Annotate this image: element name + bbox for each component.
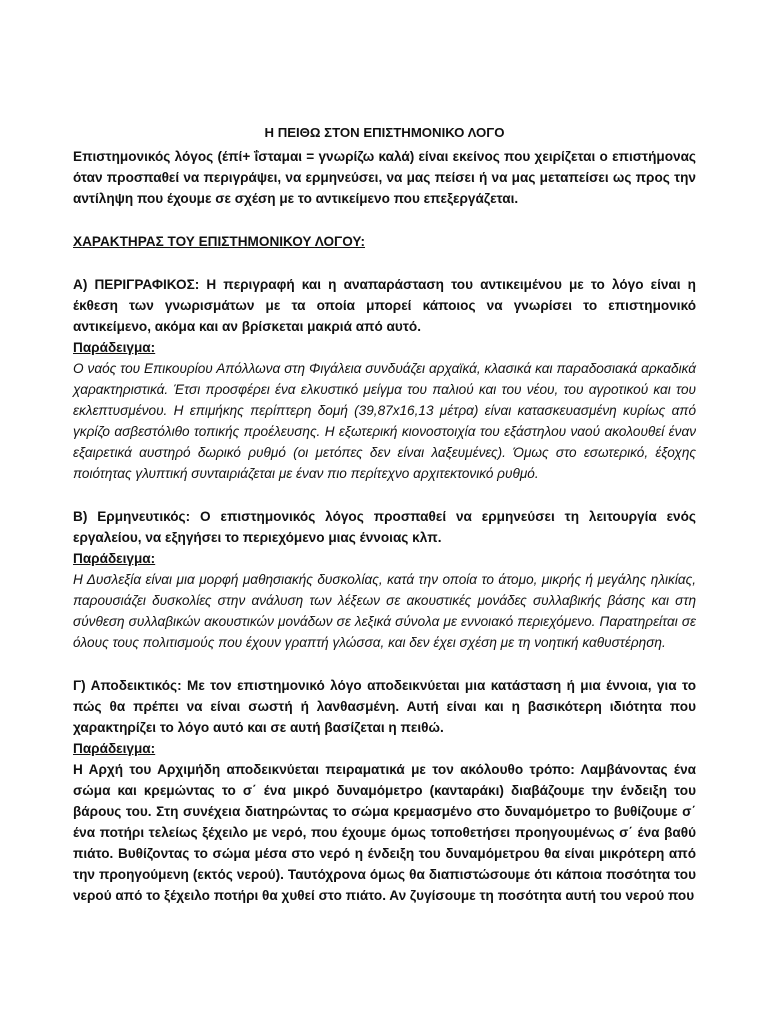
- intro-text: (έπί+ ΐσταμαι = γνωρίζω καλά) είναι εκείνος που χειρίζεται ο επιστήμονας όταν προσπαθεί να περιγράψει, να ερμηνεύσει, να μας πείσει ή να μας μεταπείσει ως προς την αντίληψη που έχουμε σε σχέση με το αντικείμενο που επεξεργάζεται.: [73, 149, 696, 206]
- section-b-paragraph: [73, 506, 696, 548]
- section-a-label: Α) ΠΕΡΙΓΡΑΦΙΚΟΣ:: [73, 277, 200, 292]
- spacer: [73, 209, 696, 231]
- section-c-example: Η Αρχή του Αρχιμήδη αποδεικνύεται πειραματικά με τον ακόλουθο τρόπο: Λαμβάνοντας ένα σώμα και κρεμώντας το σ΄ ένα μικρό δυναμόμετρο (κανταράκι) διαβάζουμε την ένδειξη του βάρους του. Στη συνέχεια διατηρώντας το σώμα κρεμασμένο στο δυναμόμετρο το βυθίζουμε σ΄ ένα ποτήρι τελείως ξέχειλο με νερό, που έχουμε όμως τοποθετήσει προηγουμένως σ΄ ένα βαθύ πιάτο. Βυθίζοντας το σώμα μέσα στο νερό η ένδειξη του δυναμόμετρου θα είναι μικρότερη από την προηγούμενη (εκτός νερού). Ταυτόχρονα όμως θα διαπιστώσουμε ότι κάποια ποσότητα του νερού από το ξέχειλο ποτήρι θα χυθεί στο πιάτο. Αν ζυγίσουμε τη ποσότητα αυτή του νερού που: [73, 762, 696, 903]
- section-a-paragraph: [73, 274, 696, 337]
- section-b-example: Η Δυσλεξία είναι μια μορφή μαθησιακής δυσκολίας, κατά την οποία το άτομο, μικρής ή μεγάλης ηλικίας, παρουσιάζει δυσκολίες στην ανάλυση των λέξεων σε ακουστικές μονάδες συλλαβικής βάσης και στη σύνθεση συλλαβικών ακουστικών μονάδων σε λεξικά σύνολα με εννοιακό περιεχόμενο. Παρατηρείται σε όλους τους πολιτισμούς που έχουν γραπτή γλώσσα, και δεν έχει σχέση με τη νοητική καθυστέρηση.: [73, 572, 696, 650]
- spacer: [73, 484, 696, 506]
- spacer: [73, 653, 696, 675]
- spacer: [73, 252, 696, 274]
- section-a-example-label: Παράδειγμα:: [73, 340, 156, 355]
- section-b-label: Β) Ερμηνευτικός:: [73, 509, 191, 524]
- section-b-example-label: Παράδειγμα:: [73, 551, 156, 566]
- section-a-text: Η περιγραφή και η αναπαράσταση του αντικειμένου με το λόγο είναι η έκθεση των γνωρισμάτων με τα οποία μπορεί κάποιος να γνωρίσει το επιστημονικό αντικείμενο, ακόμα και αν βρίσκεται μακριά από αυτό.: [73, 277, 696, 334]
- section-a-example: Ο ναός του Επικουρίου Απόλλωνα στη Φιγάλεια συνδυάζει αρχαϊκά, κλασικά και παραδοσιακά αρκαδικά χαρακτηριστικά. Έτσι προσφέρει ένα ελκυστικό μείγμα του παλιού και του νέου, του αγροτικού και του εκλεπτυσμένου. Η επιμήκης περίπτερη δομή (39,87x16,13 μέτρα) είναι κατασκευασμένη κυρίως από γκρίζο ασβεστόλιθο τοπικής προέλευσης. Η εξωτερική κιονοστοιχία του εξάστηλου ναού ακολουθεί έναν εξαιρετικά αυστηρό δωρικό ρυθμό (οι μετόπες δεν είναι λαξευμένες). Όμως στο εσωτερικό, έξοχης ποιότητας γλυπτική συνταιριάζεται με έναν πιο περίτεχνο αρχιτεκτονικό ρυθμό.: [73, 361, 696, 481]
- document-title: Η ΠΕΙΘΩ ΣΤΟΝ ΕΠΙΣΤΗΜΟΝΙΚΟ ΛΟΓΟ: [264, 125, 505, 140]
- section-heading: ΧΑΡΑΚΤΗΡΑΣ ΤΟΥ ΕΠΙΣΤΗΜΟΝΙΚΟΥ ΛΟΓΟΥ:: [73, 234, 365, 249]
- section-c-example-label: Παράδειγμα:: [73, 741, 156, 756]
- section-c-text: Με τον επιστημονικό λόγο αποδεικνύεται μια κατάσταση ή μια έννοια, για το πώς θα πρέπει να είναι σωστή ή λανθασμένη. Αυτή είναι και η βασικότερη ιδιότητα που χαρακτηρίζει το λόγο αυτό και σε αυτή βασίζεται η πειθώ.: [73, 678, 696, 735]
- intro-term: Επιστημονικός λόγος: [73, 149, 214, 164]
- section-b-text: Ο επιστημονικός λόγος προσπαθεί να ερμηνεύσει τη λειτουργία ενός εργαλείου, να εξηγήσει το περιεχόμενο μιας έννοιας κλπ.: [73, 509, 696, 545]
- intro-paragraph: [73, 146, 696, 209]
- section-c-label: Γ) Αποδεικτικός:: [73, 678, 182, 693]
- section-c-paragraph: [73, 675, 696, 738]
